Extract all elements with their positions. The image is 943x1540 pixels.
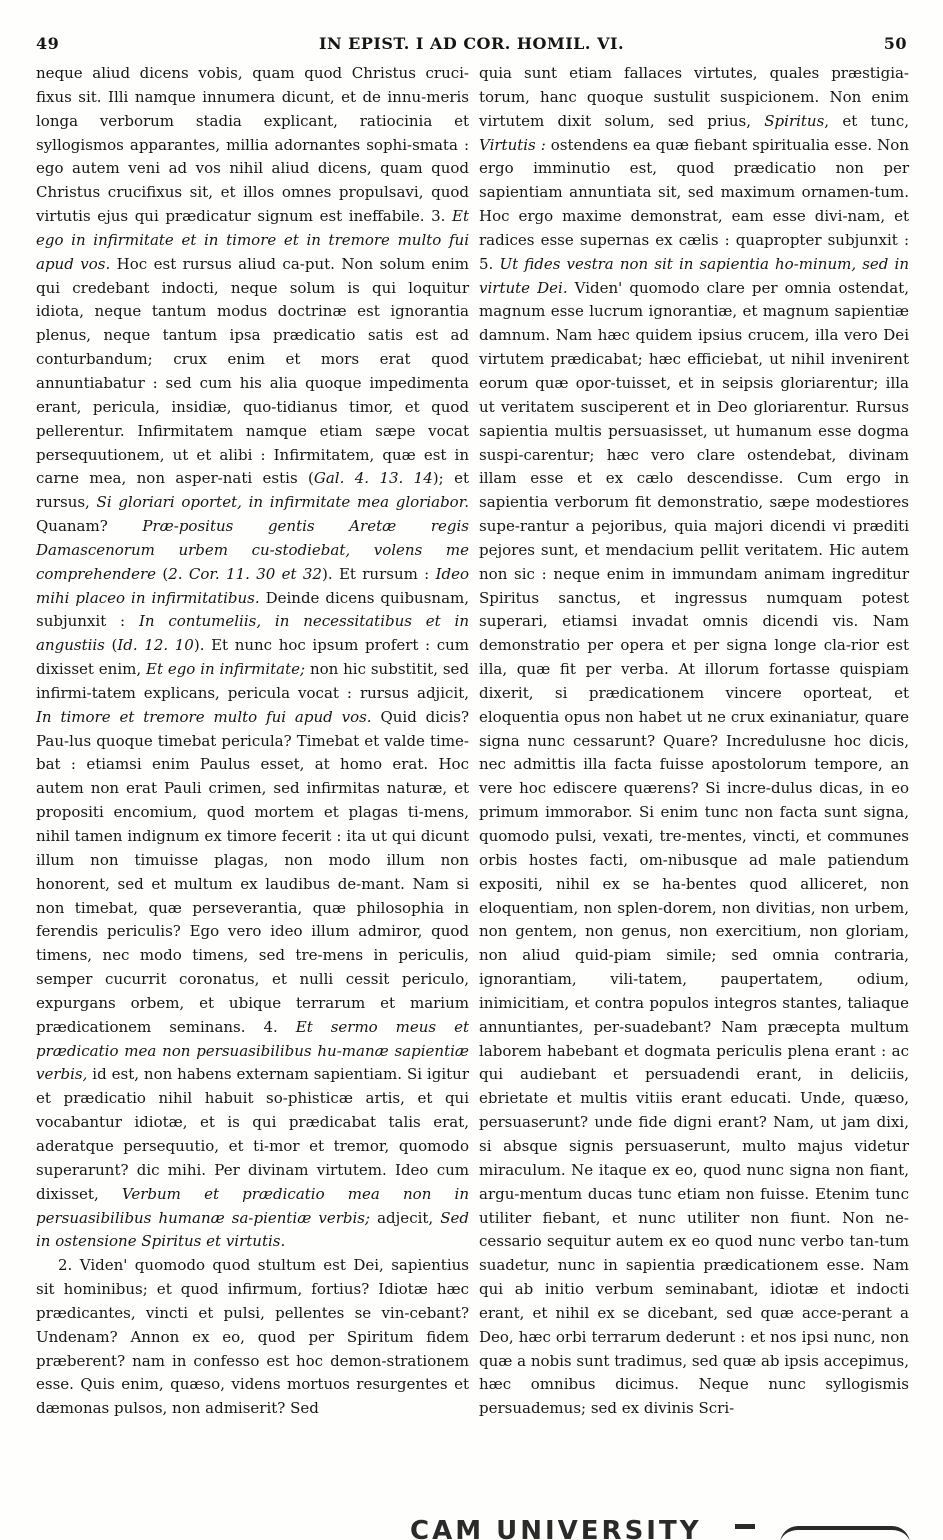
scripture-quote: Virtutis : (479, 135, 546, 154)
stamp-mark (735, 1524, 755, 1529)
text-run: , et tunc, (824, 111, 909, 130)
scripture-quote: Ideo mihi placeo in infirmitatibus. (36, 564, 470, 607)
text-run: ( (156, 564, 169, 583)
library-stamp (400, 1512, 920, 1540)
left-paragraph-2: 2. Viden' quomodo quod stultum est Dei, sapientius sit hominibus; et quod infirmum, fortius? Idiotæ hæc prædicantes, vincti et pulsi, pellentes se vin-cebant? Undenam? Annon ex eo, quod per Spiritum fidem præberent? nam in confesso est hoc demon-strationem esse. Quis enim, quæso, videns mortuos resurgentes et dæmonas pulsos, non admiserit? Sed (36, 1256, 469, 1418)
text-run: non hic substitit, sed infirmi-tatem explicans, pericula vocat : rursus adjicit, (36, 660, 469, 702)
scripture-quote: Præ-positus gentis Aretæ regis Damascenorum urbem cu-stodiebat, volens me comprehendere (36, 517, 469, 583)
scripture-quote: Verbum et prædicatio mea non in persuasibilibus humanæ sa-pientiæ verbis; (36, 1184, 469, 1227)
scripture-quote: Ut fides vestra non sit in sapientia ho-minum, sed in virtute Dei. (479, 254, 909, 297)
text-run: ). Et nunc hoc ipsum profert : cum dixisset enim, (36, 636, 470, 679)
page-number-left: 49 (36, 34, 60, 53)
right-column (479, 62, 909, 1421)
citation: Id. 12. 10 (117, 636, 194, 655)
scripture-quote: Et ego in infirmitate; (146, 660, 306, 679)
text-run: Hoc est rursus aliud ca-put. Non solum enim qui credebant indocti, neque solum is qui loquitur idiota, neque tantum modus doctrinæ est ignorantia plenus, neque tantum ipsa prædicatio satis est ad conturbandum; crux enim et mors erat quod annuntiabatur : sed cum his alia quoque impedimenta erant, pericula, insidiæ, quo-tidianus timor, et quod pellerentur. Infirmitatem namque etiam sæpe vocat persequutionem, ut et alibi : Infirmitatem, quæ est in carne mea, non asper-nati estis ( (36, 254, 470, 488)
scripture-quote: Si gloriari oportet, in infirmitate mea gloriabor. (96, 493, 470, 512)
scripture-quote: Spiritus (764, 111, 825, 130)
left-column (36, 62, 469, 1421)
text-run: id est, non habens externam sapientiam. Si igitur et prædicatio nihil habuit so-phisticæ artis, et qui vocabantur idiotæ, et is qui prædicabat talis erat, aderatque persequutio, et ti-mor et tremor, quomodo superarunt? dic mihi. Per divinam virtutem. Ideo cum dixisset, (36, 1065, 469, 1203)
text-run: adjecit, (370, 1208, 441, 1227)
scripture-quote: Et ego in infirmitate et in timore et in tremore multo fui apud vos. (36, 207, 469, 273)
scripture-quote: Sed in ostensione Spiritus et virtutis. (36, 1208, 469, 1251)
running-header (36, 34, 907, 58)
left-paragraph-1 (36, 62, 469, 1254)
scripture-quote: In contumeliis, in necessitatibus et in angustiis (36, 612, 469, 655)
text-run: ( (104, 636, 118, 655)
page-number-right: 50 (883, 34, 907, 53)
text-run: ); et rursus, (36, 469, 469, 512)
text-run: Deinde dicens quibusnam, subjunxit : (36, 588, 469, 631)
running-title: IN EPIST. I AD COR. HOMIL. VI. (318, 34, 625, 53)
text-run: ostendens ea quæ fiebant spiritualia esse. Non ergo imminutio est, quod prædicatio non per sapientiam annuntiata sit, sed maximum ornamen-tum. Hoc ergo maxime demonstrat, eam esse divi-nam, et radices esse supernas ex cælis : quapropter subjunxit : 5. (479, 135, 909, 273)
citation: Gal. 4. 13. 14 (313, 469, 433, 488)
scripture-quote: In timore et tremore multo fui apud vos. (36, 707, 372, 726)
text-run: Quanam? (36, 517, 143, 536)
citation: 2. Cor. 11. 30 et 32 (168, 564, 322, 583)
text-run: Viden' quomodo clare per omnia ostendat, magnum esse lucrum ignorantiæ, et magnum sapientiæ damnum. Nam hæc quidem ipsius crucem, illa vero Dei virtutem prædicabat; hæc efficiebat, ut nihil invenirent eorum quæ opor-tuisset, et in seipsis gloriarentur; illa ut veritatem susciperent et in Deo gloriarentur. Rursus sapientia multis persuasisset, ut humanum esse dogma suspi-carentur; hæc vero clare ostendebat, divinam illam esse et ex cælo descendisse. Cum ergo in sapientia verborum fit demonstratio, sæpe modestiores supe-rantur a pejoribus, quia majori dicendi vi præditi pejores sunt, et mendacium pellit veritatem. Hic autem non sic : neque enim in immundam animam ingreditur Spiritus sanctus, et ingressus numquam potest superari, etiamsi invadat omnis dicendi vis. Nam demonstratio per opera et per signa longe cla-rior est illa, quæ fit per verba. At illorum fortasse quispiam dixerit, si prædicationem vincere oporteat, et eloquentia opus non habet ut ne crux exinaniatur, quare signa nunc cessarunt? Quare? Incredulusne hoc dicis, nec admittis illa facta fuisse apostolorum tempore, an vere hoc ediscere quærens? Si incre-dulus dicas, in eo primum immorabor. Si enim tunc non facta sunt signa, quomodo pulsi, vexati, tre-mentes, vincti, et communes orbis hostes facti, om-nibusque ad male patiendum expositi, nihil ex se ha-bentes quod alliceret, non eloquentiam, non splen-dorem, non divitias, non urbem, non gentem, non genus, non exercitium, non gloriam, non aliud quid-piam simile; sed omnia contraria, ignorantiam, vili-tatem, paupertatem, odium, inimicitiam, et contra populos integros stantes, taliaque annuntiantes, per-suadebant? Nam præcepta multum laborem habebant et dogmata periculis plena erant : ac qui audiebant et persuadendi erant, in deliciis, ebrietate et multis vitiis erant educati. Unde, quæso, persuaserunt? unde fide digni erant? Nam, ut jam dixi, si absque signis persuaserunt, multo majus videtur miraculum. Ne itaque ex eo, quod nunc signa non fiant, argu-mentum ducas tunc etiam non fuisse. Etenim tunc utiliter fiebant, et nunc utiliter non fiunt. Non ne-cessario sequitur autem ex eo quod nunc verbo tan-tum suadetur, nunc in sapientia prædicationem esse. Nam qui ab initio verbum seminabant, idiotæ et indocti erant, et nihil ex se dicebant, sed quæ acce-perant a Deo, hæc orbi terrarum dederunt : et nos ipsi nunc, non quæ a nobis sunt tradimus, sed quæ ab ipsis accepimus, hæc omnibus dicimus. Neque nunc syllogismis persuademus; sed ex divinis Scri- (479, 278, 910, 1418)
text-run: ). Et rursum : (321, 564, 436, 583)
text-run: quia sunt etiam fallaces virtutes, quales præstigia-torum, hanc quoque sustulit suspicionem. Non enim virtutem dixit solum, sed prius, (479, 64, 909, 130)
text-run: neque aliud dicens vobis, quam quod Christus cruci-fixus sit. Illi namque innumera dicunt, et de innu-meris longa verborum stadia explicant, ratiocinia et syllogismos apparantes, millia adornantes sophi-smata : ego autem veni ad vos nihil aliud dicens, quam quod Christus crucifixus sit, et illos omnes propulsavi, quod virtutis ejus qui prædicatur signum est ineffabile. 3. (36, 64, 469, 226)
library-stamp-text: CAM UNIVERSITY (410, 1516, 702, 1540)
text-run: Quid dicis? Pau-lus quoque timebat pericula? Timebat et valde time-bat : etiamsi enim Paulus esset, at homo erat. Hoc autem non erat Pauli crimen, sed infirmitas naturæ, et propositi encomium, quod mortem et plagas ti-mens, nihil tamen indignum ex timore fecerit : ita ut qui dicunt illum non timuisse plagas, non modo illum non honorent, sed et multum ex laudibus de-mant. Nam si non timebat, quæ perseverantia, quæ philosophia in ferendis periculis? Ego vero ideo illum admiror, quod timens, nec modo timens, sed tre-mens in periculis, semper cucurrit coronatus, et nulli cessit periculo, expurgans orbem, et ubique terrarum et marium prædicationem seminans. 4. (36, 707, 470, 1036)
right-paragraph (479, 62, 909, 1421)
stamp-bar (780, 1526, 910, 1540)
scripture-quote: Et sermo meus et prædicatio mea non persuasibilibus hu-manæ sapientiæ verbis, (36, 1017, 469, 1084)
